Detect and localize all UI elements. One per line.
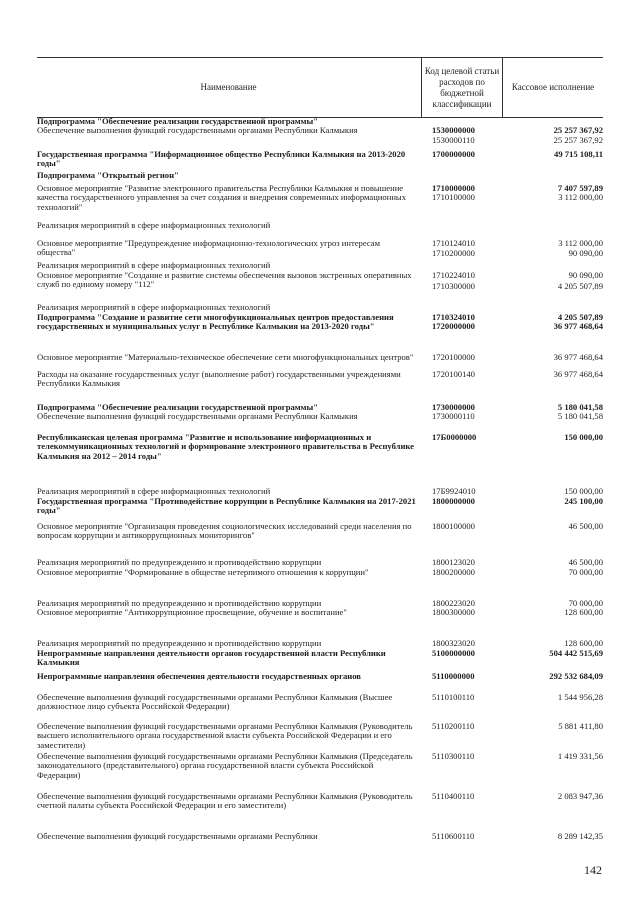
row-code: 1720100140: [432, 369, 475, 379]
row-amount: 4 205 507,89: [557, 281, 603, 291]
row-amount: 90 090,00: [568, 270, 603, 280]
row-name: Реализация мероприятий в сфере информационных технологий: [37, 220, 271, 230]
row-code: 1710200000: [432, 248, 475, 258]
row-code: 5110200110: [432, 721, 475, 731]
row-code: 1800100000: [432, 521, 475, 531]
row-name: Обеспечение выполнения функций государственными органами Республики Калмыкия (Председатель законодательного (представительного) органа государственной власти субъекта Российской Федерации): [37, 751, 413, 780]
row-code: 5110600110: [432, 831, 475, 841]
row-amount: 25 257 367,92: [553, 135, 603, 145]
row-name: Подпрограмма "Открытый регион": [37, 170, 179, 180]
row-code: 1800300000: [432, 607, 475, 617]
row-code: 1710324010: [432, 312, 475, 322]
row-amount: 46 500,00: [568, 557, 603, 567]
row-code: 1530000110: [432, 135, 475, 145]
row-code: 1530000000: [432, 125, 475, 135]
row-name: Подпрограмма "Обеспечение реализации государственной программы": [37, 116, 318, 126]
row-name: Основное мероприятие "Формирование в обществе нетерпимого отношения к коррупции": [37, 567, 369, 577]
row-amount: 150 000,00: [564, 486, 603, 496]
row-name: Обеспечение выполнения функций государственными органами Республики Калмыкия (Высшее должностное лицо субъекта Российской Федерации): [37, 692, 393, 712]
row-name: Реализация мероприятий в сфере информационных технологий: [37, 486, 271, 496]
row-amount: 36 977 468,64: [553, 369, 603, 379]
row-amount: 90 090,00: [568, 248, 603, 258]
row-code: 5110000000: [432, 671, 475, 681]
row-amount: 5 180 041,58: [557, 402, 603, 412]
row-code: 1800223020: [432, 598, 475, 608]
row-name: Обеспечение выполнения функций государственными органами Республики Калмыкия (Руководитель высшего исполнительного органа государственной власти субъекта Российской Федерации и его заместители): [37, 721, 413, 750]
row-code: 1800000000: [432, 496, 475, 506]
row-code: 1800323020: [432, 638, 475, 648]
row-amount: 1 419 331,56: [557, 751, 603, 761]
row-name: Республиканская целевая программа "Развитие и использование информационных и телекоммуникационных технологий и формирование электронного правительства в Республике Калмыкия на 2012 – 2014 годы": [37, 432, 414, 461]
row-amount: 70 000,00: [568, 567, 603, 577]
row-code: 1720000000: [432, 321, 475, 331]
row-name: Подпрограмма "Создание и развитие сети многофункциональных центров предоставления государственных и муниципальных услуг в Республике Калмыкия на 2013-2020 годы": [37, 312, 394, 332]
row-name: Расходы на оказание государственных услуг (выполнение работ) государственными учреждениями Республики Калмыкия: [37, 369, 401, 389]
row-amount: 25 257 367,92: [553, 125, 603, 135]
row-amount: 70 000,00: [568, 598, 603, 608]
row-code: 1710100000: [432, 192, 475, 202]
row-amount: 36 977 468,64: [553, 352, 603, 362]
row-name: Реализация мероприятий по предупреждению и противодействию коррупции: [37, 638, 322, 648]
row-name: Основное мероприятие "Предупреждение информационно-технологических угроз интересам общества": [37, 238, 381, 258]
header-name: Наименование: [200, 82, 257, 92]
row-amount: 245 100,00: [564, 496, 603, 506]
row-name: Основное мероприятие "Материально-техническое обеспечение сети многофункциональных центров": [37, 352, 414, 362]
row-amount: 5 881 411,80: [558, 721, 603, 731]
row-name: Непрограммные направления деятельности органов государственной власти Республики Калмыкия: [37, 648, 386, 668]
row-name: Основное мероприятие "Создание и развитие системы обеспечения вызовов экстренных оперативных служб по единому номеру "112": [37, 270, 412, 290]
row-name: Основное мероприятие "Организация проведения социологических исследований среди населения по вопросам коррупции и антикоррупционных мониторингов": [37, 521, 412, 541]
row-amount: 504 442 515,69: [549, 648, 603, 658]
row-name: Реализация мероприятий по предупреждению и противодействию коррупции: [37, 598, 322, 608]
row-amount: 292 532 684,09: [549, 671, 603, 681]
page-number: 142: [584, 863, 602, 877]
row-code: 1710224010: [432, 270, 475, 280]
row-amount: 36 977 468,64: [553, 321, 603, 331]
row-amount: 8 289 142,35: [557, 831, 603, 841]
row-code: 1800123020: [432, 557, 475, 567]
row-amount: 3 112 000,00: [558, 238, 603, 248]
row-code: 1710300000: [432, 281, 475, 291]
row-name: Подпрограмма "Обеспечение реализации государственной программы": [37, 402, 318, 412]
row-amount: 5 180 041,58: [557, 411, 603, 421]
row-amount: 4 205 507,89: [557, 312, 603, 322]
row-name: Основное мероприятие "Антикоррупционное просвещение, обучение и воспитание": [37, 607, 347, 617]
row-amount: 150 000,00: [564, 432, 603, 442]
row-code: 1730000110: [432, 411, 475, 421]
row-name: Обеспечение выполнения функций государственными органами Республики: [37, 831, 318, 841]
row-amount: 3 112 000,00: [558, 192, 603, 202]
row-code: 1730000000: [432, 402, 475, 412]
row-amount: 128 600,00: [564, 607, 603, 617]
table-header: [37, 57, 603, 118]
row-amount: 2 083 947,36: [557, 791, 603, 801]
row-code: 5100000000: [432, 648, 475, 658]
row-amount: 1 544 956,28: [557, 692, 603, 702]
row-code: 5110300110: [432, 751, 475, 761]
row-name: Основное мероприятие "Развитие электронного правительства Республики Калмыкия и повышение качества государственного управления за счет создания и внедрения современных информационных технологий": [37, 183, 407, 212]
row-name: Реализация мероприятий в сфере информационных технологий: [37, 260, 271, 270]
header-amount: Кассовое исполнение: [502, 58, 603, 117]
header-code: Код целевой статьи расходов по бюджетной классификации: [421, 58, 502, 117]
row-name: Непрограммные направления обеспечения деятельности государственных органов: [37, 671, 361, 681]
row-code: 17Б0000000: [432, 432, 477, 442]
row-amount: 49 715 108,11: [554, 149, 603, 159]
row-name: Государственная программа "Противодействие коррупции в Республике Калмыкия на 2017-2021 годы": [37, 496, 416, 516]
row-code: 1720100000: [432, 352, 475, 362]
row-code: 1800200000: [432, 567, 475, 577]
row-code: 1710000000: [432, 183, 475, 193]
row-name: Реализация мероприятий в сфере информационных технологий: [37, 302, 271, 312]
row-code: 17Б9924010: [432, 486, 476, 496]
row-code: 1710124010: [432, 238, 475, 248]
row-name: Обеспечение выполнения функций государственными органами Республики Калмыкия (Руководитель счетной палаты субъекта Российской Федерации и его заместители): [37, 791, 413, 811]
row-amount: 128 600,00: [564, 638, 603, 648]
row-code: 1700000000: [432, 149, 475, 159]
row-code: 5110400110: [432, 791, 475, 801]
row-name: Обеспечение выполнения функций государственными органами Республики Калмыкия: [37, 125, 358, 135]
row-name: Государственная программа "Информационное общество Республики Калмыкия на 2013-2020 годы": [37, 149, 406, 169]
row-name: Реализация мероприятий по предупреждению и противодействию коррупции: [37, 557, 322, 567]
row-amount: 46 500,00: [568, 521, 603, 531]
row-name: Обеспечение выполнения функций государственными органами Республики Калмыкия: [37, 411, 358, 421]
row-amount: 7 407 597,89: [557, 183, 603, 193]
row-code: 5110100110: [432, 692, 475, 702]
